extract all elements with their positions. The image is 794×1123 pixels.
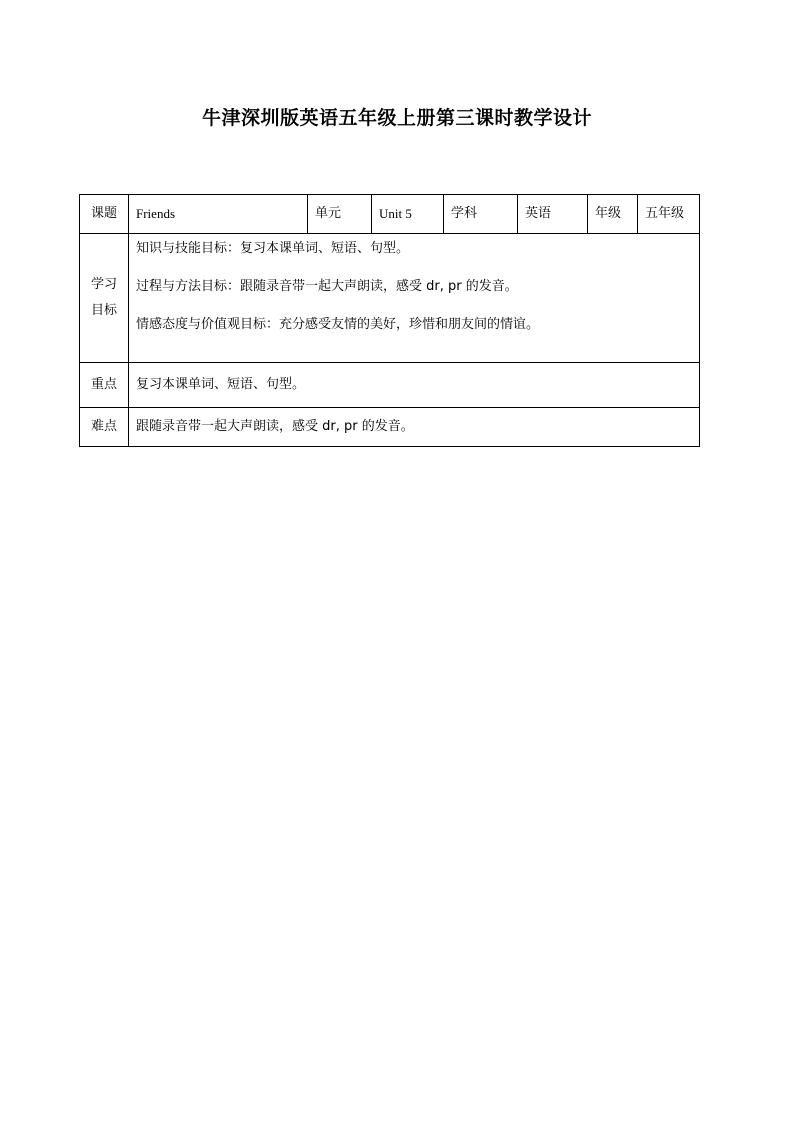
table-row-info (80, 195, 700, 234)
goal-knowledge-skills: 知识与技能目标：复习本课单词、短语、句型。 (136, 241, 410, 256)
subject-value: 英语 (518, 195, 588, 234)
goal-emotion-values: 情感态度与价值观目标：充分感受友情的美好，珍惜和朋友间的情谊。 (136, 317, 540, 332)
subject-label: 学科 (444, 195, 518, 234)
table-row-key-points (80, 363, 700, 408)
key-points-label: 重点 (80, 363, 129, 408)
topic-label: 课题 (80, 195, 129, 234)
difficulties-label: 难点 (80, 408, 129, 447)
unit-value: Unit 5 (372, 195, 444, 234)
goal-process-method: 过程与方法目标：跟随录音带一起大声朗读，感受 dr, pr 的发音。 (136, 279, 518, 294)
unit-label: 单元 (308, 195, 372, 234)
difficulties-value: 跟随录音带一起大声朗读，感受 dr, pr 的发音。 (129, 408, 700, 447)
goals-label (80, 234, 129, 363)
table-row-goals (80, 234, 700, 363)
grade-value: 五年级 (638, 195, 700, 234)
goals-label-line2: 目标 (90, 303, 117, 318)
document-title: 牛津深圳版英语五年级上册第三课时教学设计 (201, 107, 592, 129)
goals-content (129, 234, 700, 363)
key-points-value: 复习本课单词、短语、句型。 (129, 363, 700, 408)
table-row-difficulties (80, 408, 700, 447)
grade-label: 年级 (588, 195, 638, 234)
lesson-plan-table (79, 194, 700, 447)
goals-label-line1: 学习 (90, 277, 117, 292)
topic-value: Friends (129, 195, 308, 234)
